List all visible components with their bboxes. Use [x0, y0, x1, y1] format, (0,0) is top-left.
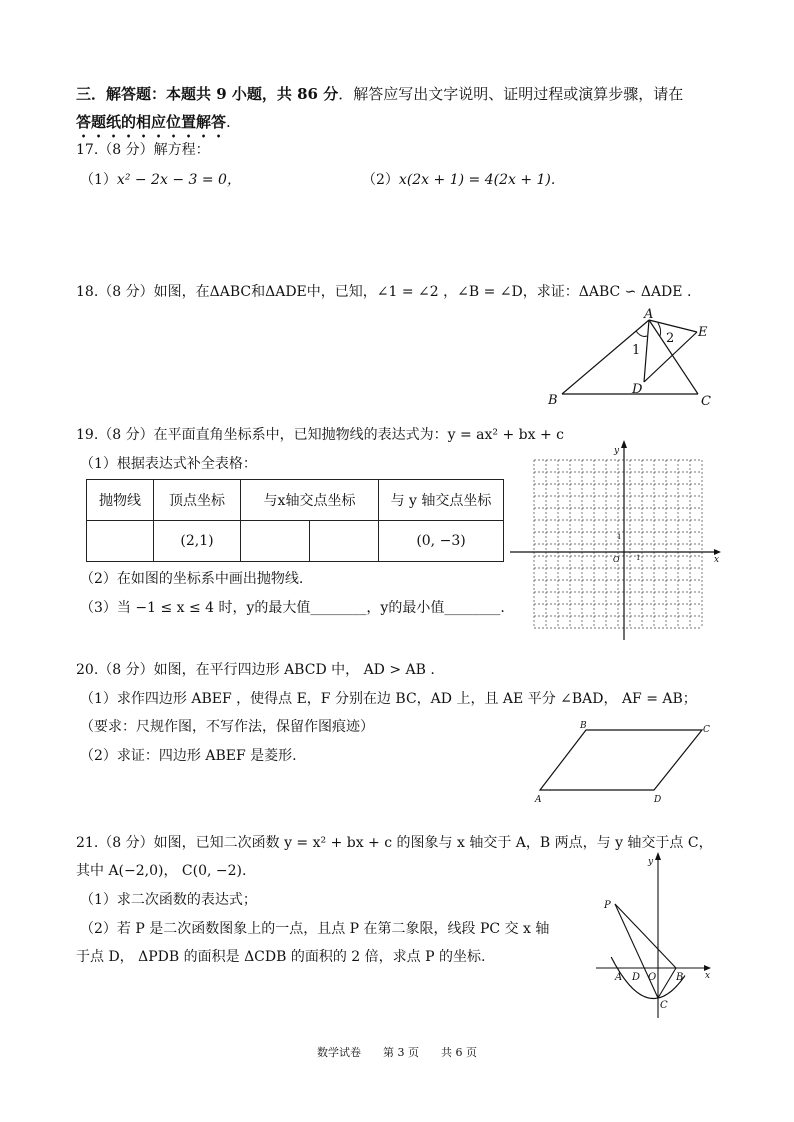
q21-label-D: D [632, 972, 641, 983]
q21-label-A: A [615, 972, 623, 983]
q21-segment-PC [615, 904, 658, 998]
q19-part2: （2）在如图的坐标系中画出抛物线. [80, 571, 304, 587]
q21-label-C: C [660, 1000, 668, 1011]
q19-part1: （1）根据表达式补全表格： [80, 456, 257, 472]
q20-question: 20.（8 分）如图，在平行四边形 ABCD 中， AD > AB . [76, 662, 435, 678]
q21-label-B: B [676, 972, 684, 983]
q17-equation-1: x² − 2x − 3 = 0， [116, 172, 241, 188]
section-title: 三．解答题：本题共 9 小题，共 86 分 [76, 85, 339, 103]
q21-line1: 21.（8 分）如图，已知二次函数 y = x² + bx + c 的图象与 x 轴交于 A，B 两点，与 y 轴交于点 C， [76, 835, 713, 851]
q19-tick-label-x1: 1 [636, 554, 641, 562]
q19-origin-label: O [613, 555, 620, 564]
q19-cell-parabola[interactable] [87, 521, 154, 562]
q17-part2: （2）x(2x + 1) = 4(2x + 1). [362, 172, 556, 188]
q19-cell-x-intercept-1[interactable] [241, 521, 310, 562]
q21-part1: （1）求二次函数的表达式； [80, 892, 257, 908]
q21-axis-label-x: x [705, 971, 711, 981]
q19-header-vertex: 顶点坐标 [154, 480, 241, 521]
q19-question: 19.（8 分）在平面直角坐标系中，已知抛物线的表达式为：y = ax² + bx + c [76, 427, 564, 443]
q19-header-parabola: 抛物线 [87, 480, 154, 521]
q21-part2-line1: （2）若 P 是二次函数图象上的一点，且点 P 在第二象限，线段 PC 交 x 轴 [80, 921, 550, 937]
q21-segment-PB [615, 904, 676, 968]
section-heading [76, 84, 683, 104]
q19-cell-vertex: (2,1) [154, 521, 241, 562]
q19-grid-lines [534, 460, 702, 628]
q17-part1: （1）x² − 2x − 3 = 0， [80, 172, 241, 188]
q20-parallelogram-ABCD [540, 730, 702, 790]
q19-axis-label-y: y [614, 446, 620, 456]
q19-part3: （3）当 −1 ≤ x ≤ 4 时，y的最大值________，y的最小值________. [80, 600, 505, 616]
q17-equation-2: x(2x + 1) = 4(2x + 1). [398, 172, 556, 188]
q18-label-A: A [644, 307, 654, 322]
q18-question: 18.（8 分）如图，在ΔABC和ΔADE中，已知，∠1 = ∠2 ，∠B = ∠D，求证：ΔABC ∽ ΔADE . [76, 284, 692, 300]
answer-location-emphasis: 答题纸的相应位置解答 [76, 113, 227, 131]
page-footer: 数学试卷 第 3 页 共 6 页 [317, 1046, 477, 1059]
q19-tick-label-y1: 1 [617, 533, 622, 541]
q19-header-x-intercepts: 与x轴交点坐标 [241, 480, 379, 521]
q19-axis-label-x: x [714, 555, 720, 565]
q18-triangle-figure [540, 306, 720, 409]
q21-parabola-figure [596, 852, 716, 1022]
q20-requirement: （要求：尺规作图，不写作法，保留作图痕迹） [80, 719, 374, 735]
q19-table [86, 479, 504, 562]
q21-line2: 其中 A(−2,0)， C(0, −2). [76, 863, 247, 879]
q20-part2: （2）求证：四边形 ABEF 是菱形. [80, 748, 297, 764]
q21-part2-line2: 于点 D， ΔPDB 的面积是 ΔCDB 的面积的 2 倍，求点 P 的坐标. [76, 949, 486, 965]
q19-header-y-intercept: 与 y 轴交点坐标 [379, 480, 504, 521]
q21-label-O: O [648, 972, 657, 983]
q20-label-B: B [580, 721, 587, 731]
q20-parallelogram-figure [530, 718, 720, 810]
q19-cell-y-intercept: (0, −3) [379, 521, 504, 562]
q18-segment-AD [644, 320, 649, 382]
q18-label-angle1: 1 [632, 343, 641, 358]
q18-label-D: D [632, 382, 643, 397]
q18-label-angle2: 2 [666, 331, 675, 346]
q19-cell-x-intercept-2[interactable] [310, 521, 379, 562]
q21-label-P: P [604, 900, 611, 911]
q20-label-D: D [654, 795, 662, 805]
q20-part1: （1）求作四边形 ABEF ，使得点 E，F 分别在边 BC，AD 上，且 AE 平分 ∠BAD， AF = AB； [80, 691, 697, 707]
q18-label-C: C [701, 394, 711, 409]
q18-angle-1-arc [636, 331, 647, 336]
q18-label-B: B [548, 393, 558, 408]
q21-y-axis-arrow [655, 852, 661, 860]
q21-axis-label-y: y [648, 857, 654, 867]
q19-y-axis-arrow [621, 440, 627, 448]
q20-label-A: A [535, 795, 542, 805]
section-instruction: ．解答应写出文字说明、证明过程或演算步骤，请在 [338, 85, 684, 103]
q18-label-E: E [698, 325, 708, 340]
q20-label-C: C [703, 725, 710, 735]
section-instruction-line2: 答题纸的相应位置解答. [76, 113, 231, 131]
q19-coordinate-grid[interactable] [510, 440, 720, 640]
q17-title: 17.（8 分）解方程： [76, 142, 210, 158]
